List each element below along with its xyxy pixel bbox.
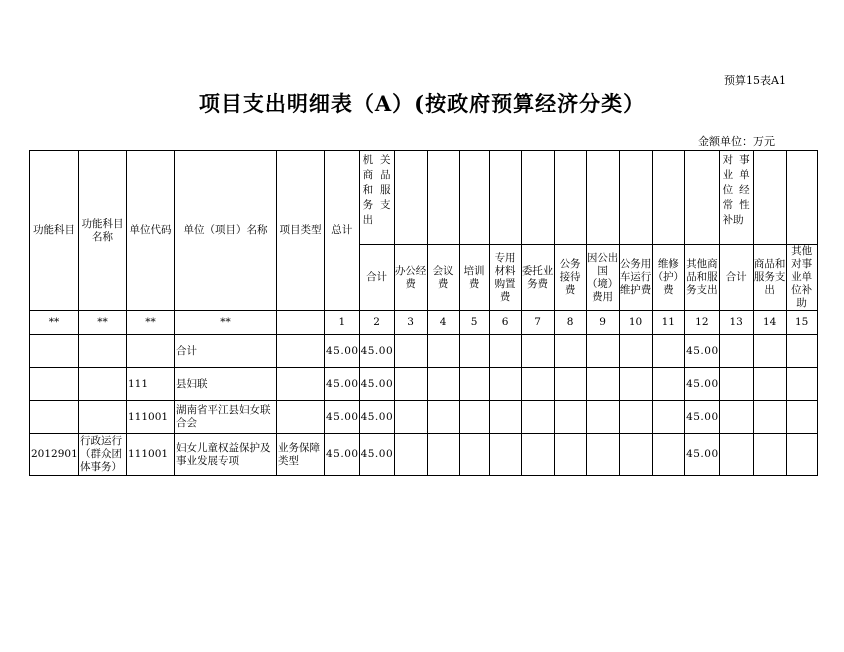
- index-row: [30, 311, 818, 335]
- page-title: 项目支出明细表（A）(按政府预算经济分类）: [198, 91, 646, 116]
- header-c-other2: 其他对事业单位补助: [786, 245, 817, 311]
- header-c-reception: 公务接待费: [554, 245, 586, 311]
- cell-total: 45.00: [325, 335, 360, 368]
- cell-func: [30, 335, 79, 368]
- cell-c1: 45.00: [359, 401, 394, 434]
- header-func-subject: 功能科目: [30, 151, 79, 311]
- table-row: [30, 368, 818, 401]
- cell-func: [30, 401, 79, 434]
- header-row: [30, 151, 818, 245]
- cell-name: 合计: [175, 335, 277, 368]
- cell-type: [277, 401, 325, 434]
- header-c-office: 办公经费: [394, 245, 427, 311]
- index-cell: 14: [753, 311, 786, 335]
- header-project-type: 项目类型: [277, 151, 325, 311]
- cell-type: [277, 368, 325, 401]
- cell-name: 妇女儿童权益保护及事业发展专项: [175, 434, 277, 476]
- index-cell: **: [127, 311, 175, 335]
- cell-func-name: [79, 335, 127, 368]
- cell-total: 45.00: [325, 401, 360, 434]
- cell-c1: 45.00: [359, 335, 394, 368]
- header-c-vehicle: 公务用车运行维护费: [619, 245, 652, 311]
- amount-unit: 金额单位：万元: [698, 135, 775, 148]
- header-c-total: 合计: [359, 245, 394, 311]
- header-total: 总计: [325, 151, 360, 311]
- cell-name: 县妇联: [175, 368, 277, 401]
- index-cell: 2: [359, 311, 394, 335]
- index-cell: [277, 311, 325, 335]
- header-c-goods2: 商品和服务支出: [753, 245, 786, 311]
- cell-c1: 45.00: [359, 368, 394, 401]
- index-cell: **: [175, 311, 277, 335]
- header-c-meeting: 会议费: [427, 245, 459, 311]
- cell-c11: 45.00: [685, 368, 720, 401]
- cell-func-name: 行政运行（群众团体事务）: [79, 434, 127, 476]
- header-c-total2: 合计: [719, 245, 753, 311]
- index-cell: 13: [719, 311, 753, 335]
- index-cell: 1: [325, 311, 360, 335]
- index-cell: 9: [586, 311, 619, 335]
- index-cell: **: [30, 311, 79, 335]
- index-cell: 4: [427, 311, 459, 335]
- table-row: [30, 335, 818, 368]
- cell-type: [277, 335, 325, 368]
- header-group-goods-services: 机关商品和服务支出: [359, 151, 394, 245]
- cell-c11: 45.00: [685, 335, 720, 368]
- cell-type: 业务保障类型: [277, 434, 325, 476]
- form-number: 预算15表A1: [724, 74, 786, 87]
- index-cell: 7: [521, 311, 554, 335]
- header-c-other: 其他商品和服务支出: [685, 245, 720, 311]
- header-unit-code: 单位代码: [127, 151, 175, 311]
- index-cell: 8: [554, 311, 586, 335]
- cell-code: 111001: [127, 401, 175, 434]
- header-group-subsidy: 对事业单位经常性补助: [719, 151, 753, 245]
- table-row: [30, 401, 818, 434]
- cell-func: [30, 368, 79, 401]
- cell-total: 45.00: [325, 434, 360, 476]
- cell-total: 45.00: [325, 368, 360, 401]
- cell-func: 2012901: [30, 434, 79, 476]
- index-cell: 12: [685, 311, 720, 335]
- expense-table: [29, 150, 818, 476]
- index-cell: 3: [394, 311, 427, 335]
- index-cell: 5: [459, 311, 489, 335]
- cell-code: 111: [127, 368, 175, 401]
- cell-code: [127, 335, 175, 368]
- cell-func-name: [79, 401, 127, 434]
- header-c-training: 培训费: [459, 245, 489, 311]
- header-unit-name: 单位（项目）名称: [175, 151, 277, 311]
- index-cell: 11: [652, 311, 685, 335]
- cell-code: 111001: [127, 434, 175, 476]
- header-c-repair: 维修（护）费: [652, 245, 685, 311]
- header-func-name: 功能科目名称: [79, 151, 127, 311]
- cell-c11: 45.00: [685, 434, 720, 476]
- index-cell: 10: [619, 311, 652, 335]
- cell-func-name: [79, 368, 127, 401]
- table-row: [30, 434, 818, 476]
- header-c-commission: 委托业务费: [521, 245, 554, 311]
- index-cell: 15: [786, 311, 817, 335]
- header-c-material: 专用材料购置费: [489, 245, 521, 311]
- cell-c1: 45.00: [359, 434, 394, 476]
- index-cell: **: [79, 311, 127, 335]
- cell-c11: 45.00: [685, 401, 720, 434]
- index-cell: 6: [489, 311, 521, 335]
- cell-name: 湖南省平江县妇女联合会: [175, 401, 277, 434]
- header-c-abroad: 因公出国（境）费用: [586, 245, 619, 311]
